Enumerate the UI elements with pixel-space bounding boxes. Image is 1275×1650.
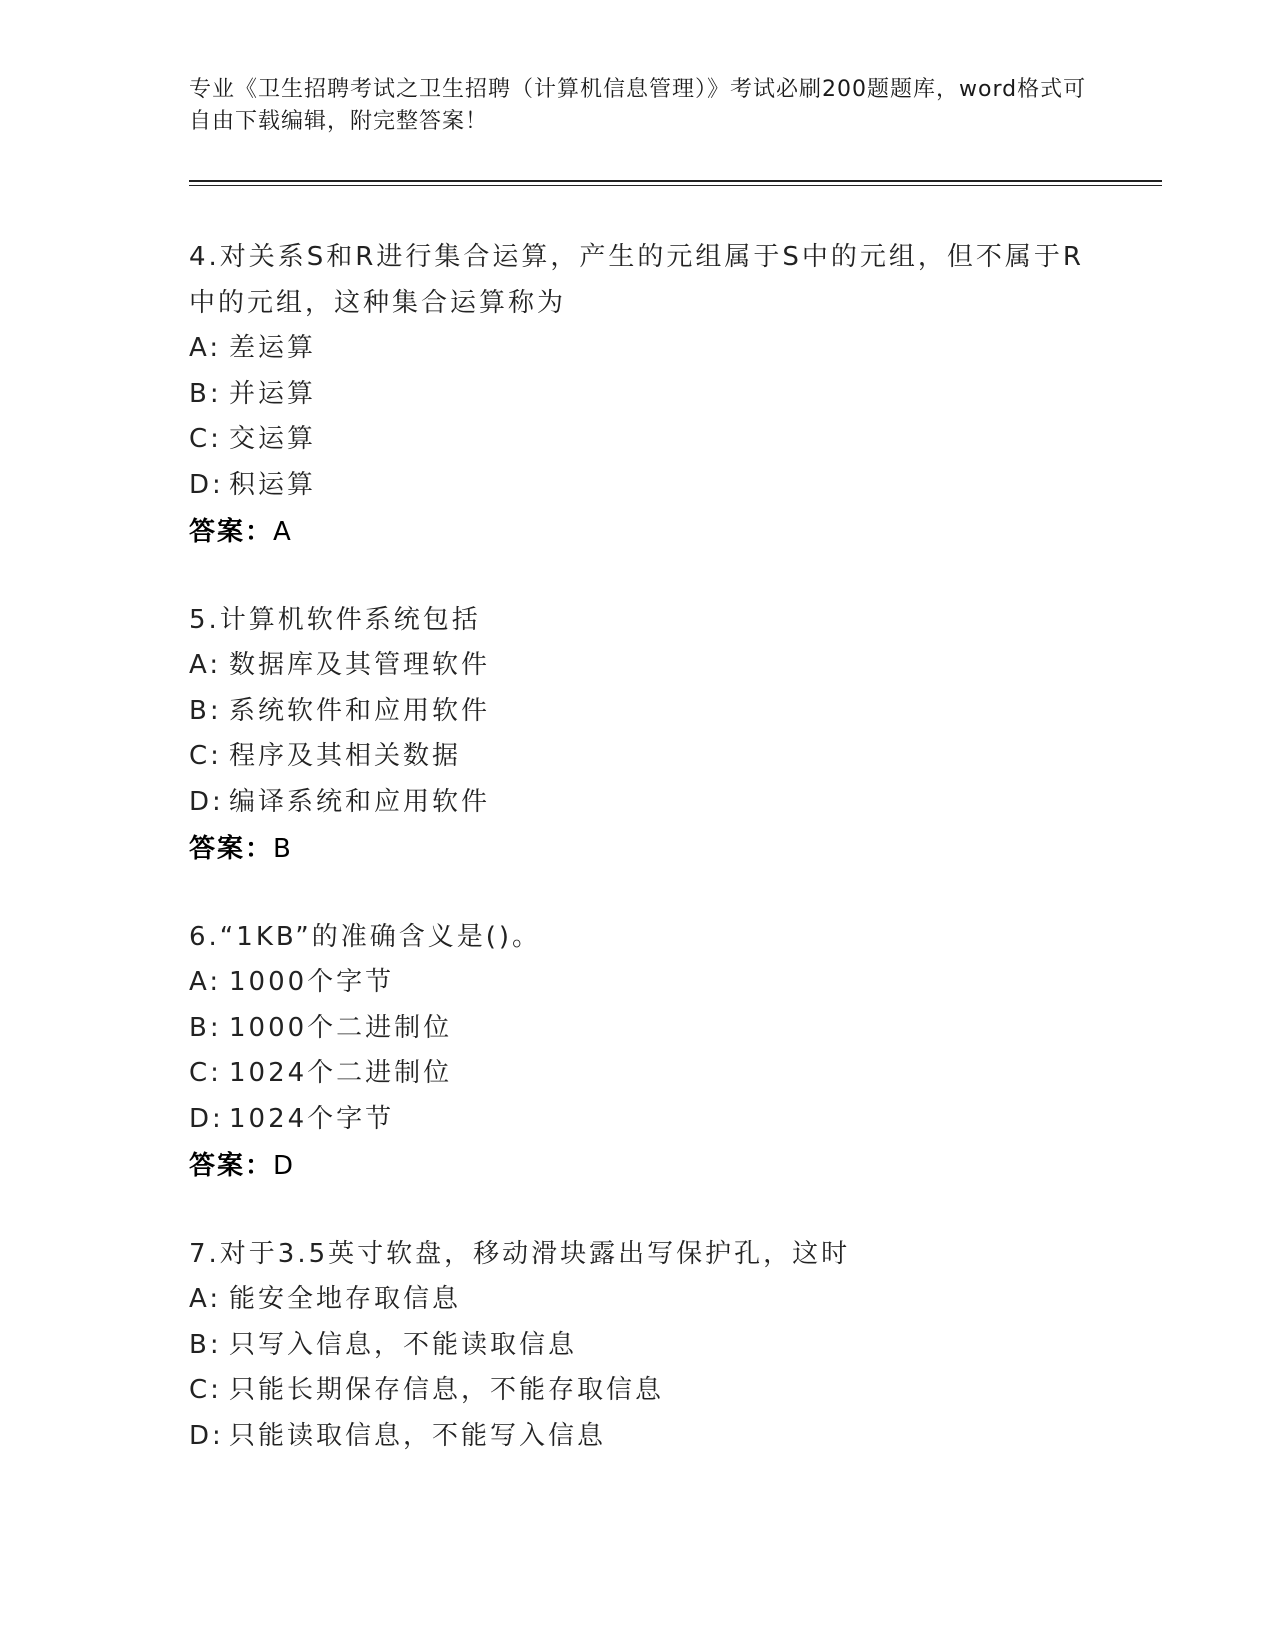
option-c (189, 1368, 1089, 1414)
option-b (189, 372, 1089, 418)
answer-value: A (273, 517, 293, 547)
option-d (189, 463, 1089, 509)
answer-label: 答案： (189, 834, 274, 864)
option-key: A: (189, 967, 222, 997)
answer-line (189, 826, 1089, 872)
option-text: 并运算 (229, 378, 317, 409)
question-stem: 5.计算机软件系统包括 (189, 605, 481, 635)
option-key: C: (189, 424, 222, 454)
option-key: B: (189, 1329, 222, 1360)
answer-value: B (273, 834, 293, 864)
option-key: D: (189, 469, 224, 500)
option-text: 差运算 (229, 333, 317, 363)
option-d (189, 780, 1089, 826)
option-key: C: (189, 1058, 222, 1088)
option-key: B: (189, 1012, 222, 1043)
option-key: D: (189, 786, 224, 817)
answer-label: 答案： (189, 1151, 274, 1181)
option-text: 交运算 (229, 424, 317, 454)
question-5 (189, 597, 1089, 872)
option-b (189, 689, 1089, 735)
option-a (189, 960, 1089, 1006)
option-c (189, 1051, 1089, 1097)
question-list (189, 234, 1089, 1501)
option-b (189, 1006, 1089, 1052)
header-divider (189, 180, 1162, 182)
question-7 (189, 1231, 1089, 1459)
option-d (189, 1414, 1089, 1460)
option-c (189, 417, 1089, 463)
question-4 (189, 234, 1089, 555)
question-stem: 7.对于3.5英寸软盘，移动滑块露出写保护孔，这时 (189, 1239, 851, 1269)
option-text: 程序及其相关数据 (229, 741, 462, 771)
option-key: A: (189, 333, 222, 363)
header-divider-secondary (189, 185, 1162, 186)
option-text: 能安全地存取信息 (229, 1284, 462, 1314)
question-stem: 6.“1KB”的准确含义是()。 (189, 922, 542, 952)
option-a (189, 1277, 1089, 1323)
option-key: A: (189, 1284, 222, 1314)
option-key: D: (189, 1103, 224, 1134)
answer-value: D (273, 1151, 296, 1181)
option-text: 积运算 (229, 469, 317, 500)
header-text: 专业《卫生招聘考试之卫生招聘（计算机信息管理）》考试必刷200题题库，word格式可自由下载编辑，附完整答案！ (189, 77, 1087, 134)
option-key: D: (189, 1420, 224, 1451)
option-text: 只能读取信息，不能写入信息 (229, 1420, 607, 1451)
option-c (189, 734, 1089, 780)
option-text: 只能长期保存信息，不能存取信息 (229, 1375, 665, 1405)
option-a (189, 643, 1089, 689)
option-key: B: (189, 378, 222, 409)
option-key: A: (189, 650, 222, 680)
option-a (189, 326, 1089, 372)
option-text: 只写入信息，不能读取信息 (229, 1329, 578, 1360)
option-key: C: (189, 741, 222, 771)
option-text: 1024个字节 (229, 1103, 395, 1134)
question-6 (189, 914, 1089, 1189)
answer-line (189, 509, 1089, 555)
option-d (189, 1097, 1089, 1143)
option-text: 1000个字节 (229, 967, 395, 997)
option-text: 系统软件和应用软件 (229, 695, 491, 726)
option-text: 数据库及其管理软件 (229, 650, 491, 680)
question-stem: 4.对关系S和R进行集合运算，产生的元组属于S中的元组，但不属于R中的元组，这种集合运算称为 (189, 242, 1084, 318)
option-text: 1024个二进制位 (229, 1058, 453, 1088)
option-b (189, 1323, 1089, 1369)
answer-line (189, 1143, 1089, 1189)
option-text: 编译系统和应用软件 (229, 786, 491, 817)
document-header (189, 74, 1089, 138)
answer-label: 答案： (189, 517, 274, 547)
option-text: 1000个二进制位 (229, 1012, 453, 1043)
option-key: C: (189, 1375, 222, 1405)
option-key: B: (189, 695, 222, 726)
